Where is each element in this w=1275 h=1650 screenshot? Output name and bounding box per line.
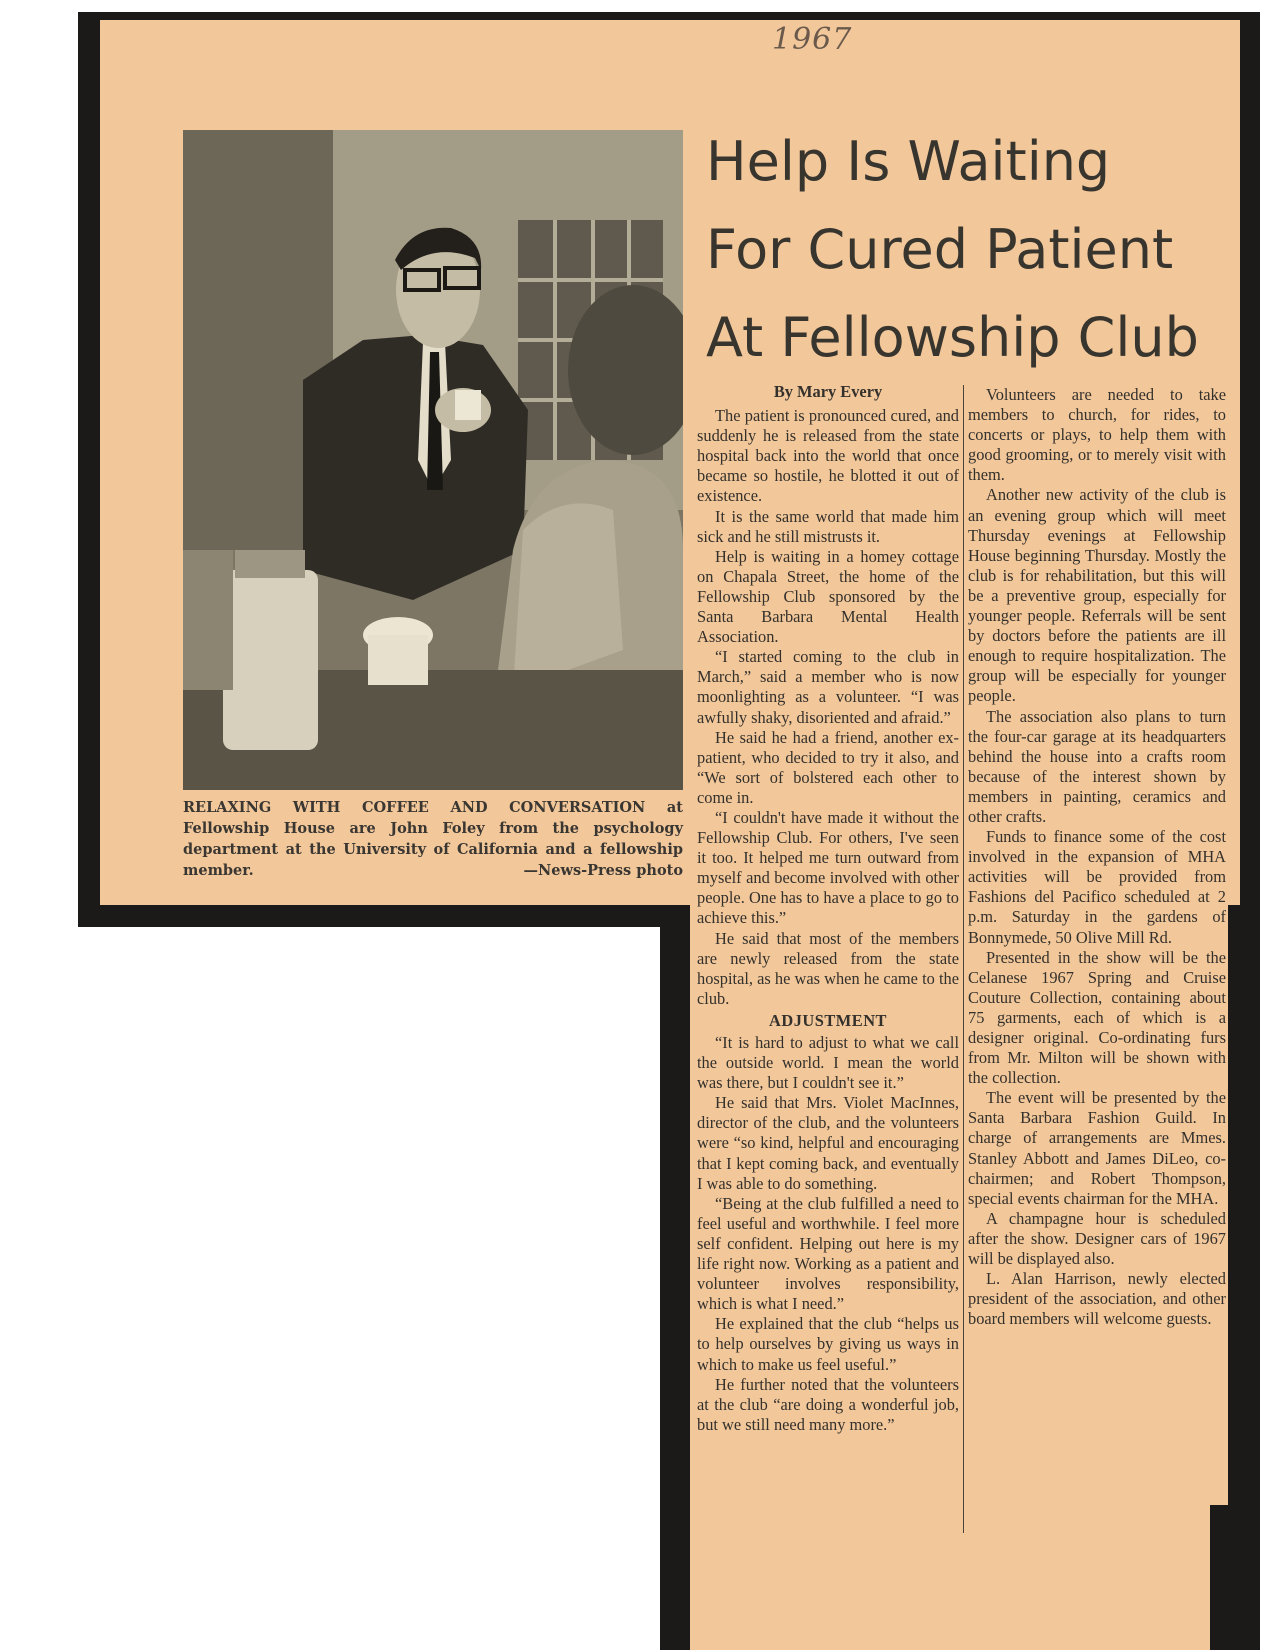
paragraph: He said that Mrs. Violet MacInnes, director of the club, and the volunteers were “so kind, helpful and encouraging that I kept coming back, and eventually I was able to do something. — [697, 1093, 959, 1193]
paragraph: L. Alan Harrison, newly elected president of the association, and other board members will welcome guests. — [968, 1269, 1226, 1329]
paragraph: He further noted that the volunteers at the club “are doing a wonderful job, but we still need many more.” — [697, 1374, 959, 1434]
headline-line-2: For Cured Patient — [706, 218, 1174, 281]
paragraph: The patient is pronounced cured, and suddenly he is released from the state hospital back into the world that once became so hostile, he blotted it out of existence. — [697, 406, 959, 506]
column-rule — [963, 385, 964, 1533]
article-column-1 — [697, 382, 959, 1435]
paragraph: “Being at the club fulfilled a need to feel useful and worthwhile. I feel more self confident. Helping out here is my life right now. Working as a patient and volunteer involves responsibility, which is what I need.” — [697, 1193, 959, 1314]
article-column-2 — [968, 385, 1226, 1329]
paragraph: Help is waiting in a homey cottage on Chapala Street, the home of the Fellowship Club sponsored by the Santa Barbara Mental Health Association. — [697, 546, 959, 647]
headline-line-1: Help Is Waiting — [706, 130, 1111, 193]
paragraph: “I couldn't have made it without the Fellowship Club. For others, I've seen it too. It helped me turn outward from myself and become involved with other people. One has to have a place to go to achieve this.” — [697, 807, 959, 928]
paragraph: Funds to finance some of the cost involved in the expansion of MHA activities will be provided from Fashions del Pacifico scheduled at 2 p.m. Saturday in the gardens of Bonnymede, 50 Olive Mill Rd. — [968, 827, 1226, 947]
subhead-adjustment: ADJUSTMENT — [769, 1010, 887, 1030]
paragraph: A champagne hour is scheduled after the show. Designer cars of 1967 will be displayed also. — [968, 1208, 1226, 1269]
paragraph: “It is hard to adjust to what we call the outside world. I mean the world was there, but I couldn't see it.” — [697, 1033, 959, 1093]
year-note: 1967 — [772, 22, 853, 57]
paragraph: Presented in the show will be the Celanese 1967 Spring and Cruise Couture Collection, containing about 75 garments, each of which is a designer original. Co-ordinating furs from Mr. Milton will be shown with the collection. — [968, 947, 1226, 1088]
paragraph: Volunteers are needed to take members to church, for rides, to concerts or plays, to help them with good grooming, or to merely visit with them. — [968, 385, 1226, 485]
photo-credit: —News-Press photo — [523, 862, 683, 879]
paragraph: He said that most of the members are newly released from the state hospital, as he was when he came to the club. — [697, 928, 959, 1008]
news-photo — [183, 130, 683, 790]
paragraph: The association also plans to turn the four-car garage at its headquarters behind the house into a crafts room because of the interest shown by members in painting, ceramics and other crafts. — [968, 706, 1226, 826]
paragraph: “I started coming to the club in March,” said a member who is now moonlighting as a volunteer. “I was awfully shaky, disoriented and afraid.” — [697, 647, 959, 727]
paragraph: He said he had a friend, another ex-patient, who decided to try it also, and “We sort of bolstered each other to come in. — [697, 727, 959, 807]
caption-text: RELAXING WITH COFFEE AND CONVERSATION at Fellowship House are John Foley from the psychology department at the University of California and a fellowship member. — [183, 799, 683, 879]
paragraph: The event will be presented by the Santa Barbara Fashion Guild. In charge of arrangements are Mmes. Stanley Abbott and James DiLeo, co-chairmen; and Robert Thompson, special events chairman for the MHA. — [968, 1088, 1226, 1208]
headline-line-3: At Fellowship Club — [706, 306, 1199, 369]
byline: By Mary Every — [773, 382, 883, 401]
photo-caption — [183, 797, 683, 881]
article-headline — [706, 118, 1246, 382]
paragraph: It is the same world that made him sick and he still mistrusts it. — [697, 506, 959, 546]
paragraph: He explained that the club “helps us to help ourselves by giving us ways in which to make us feel useful.” — [697, 1314, 959, 1374]
paragraph: Another new activity of the club is an evening group which will meet Thursday evenings at Fellowship House beginning Thursday. Mostly the club is for rehabilitation, but this will be a preventive group, especially for younger people. Referrals will be sent by doctors before the patients are ill enough to require hospitalization. The group will be especially for younger people. — [968, 485, 1226, 706]
